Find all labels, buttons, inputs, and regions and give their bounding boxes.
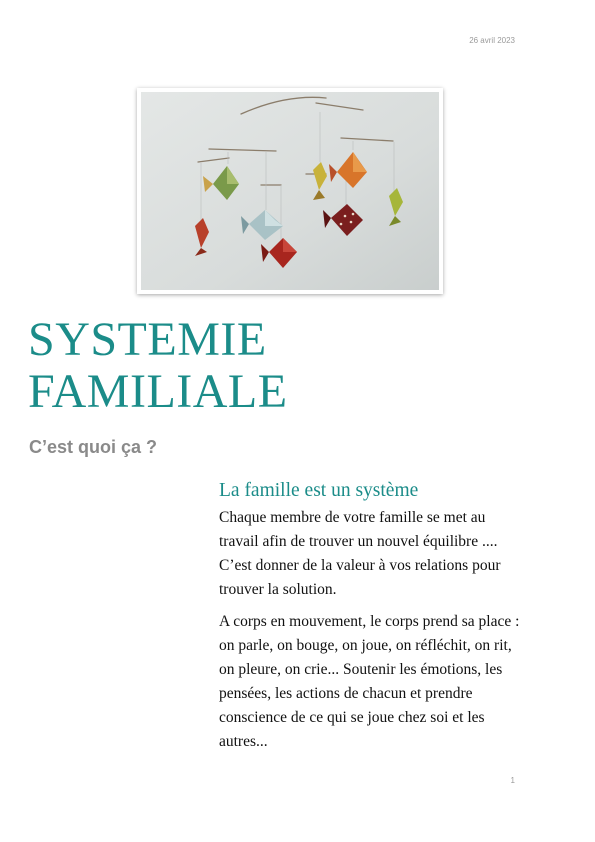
title-line-2: FAMILIALE [28,365,288,418]
document-date: 26 avril 2023 [469,36,515,45]
origami-mobile-photo [137,88,443,294]
document-title [28,314,288,418]
document-subtitle: C’est quoi ça ? [29,437,158,457]
body-paragraph-1: Chaque membre de votre famille se met au travail afin de trouver un nouvel équilibre .... C’est donner de la valeur à vos relations pour trouver la solution. [219,509,501,598]
title-line-1: SYSTEMIE [28,313,267,366]
origami-fish-mobile-image [141,92,439,290]
body-column [219,478,524,762]
page-number: 1 [510,776,515,785]
section-heading: La famille est un système [219,480,419,501]
body-paragraph-2: A corps en mouvement, le corps prend sa place : on parle, on bouge, on joue, on réfléchit, on rit, on pleure, on crie... Soutenir les émotions, les pensées, les actions de chacun et prendre conscience de ce qui se joue chez soi et les autres... [219,613,520,750]
